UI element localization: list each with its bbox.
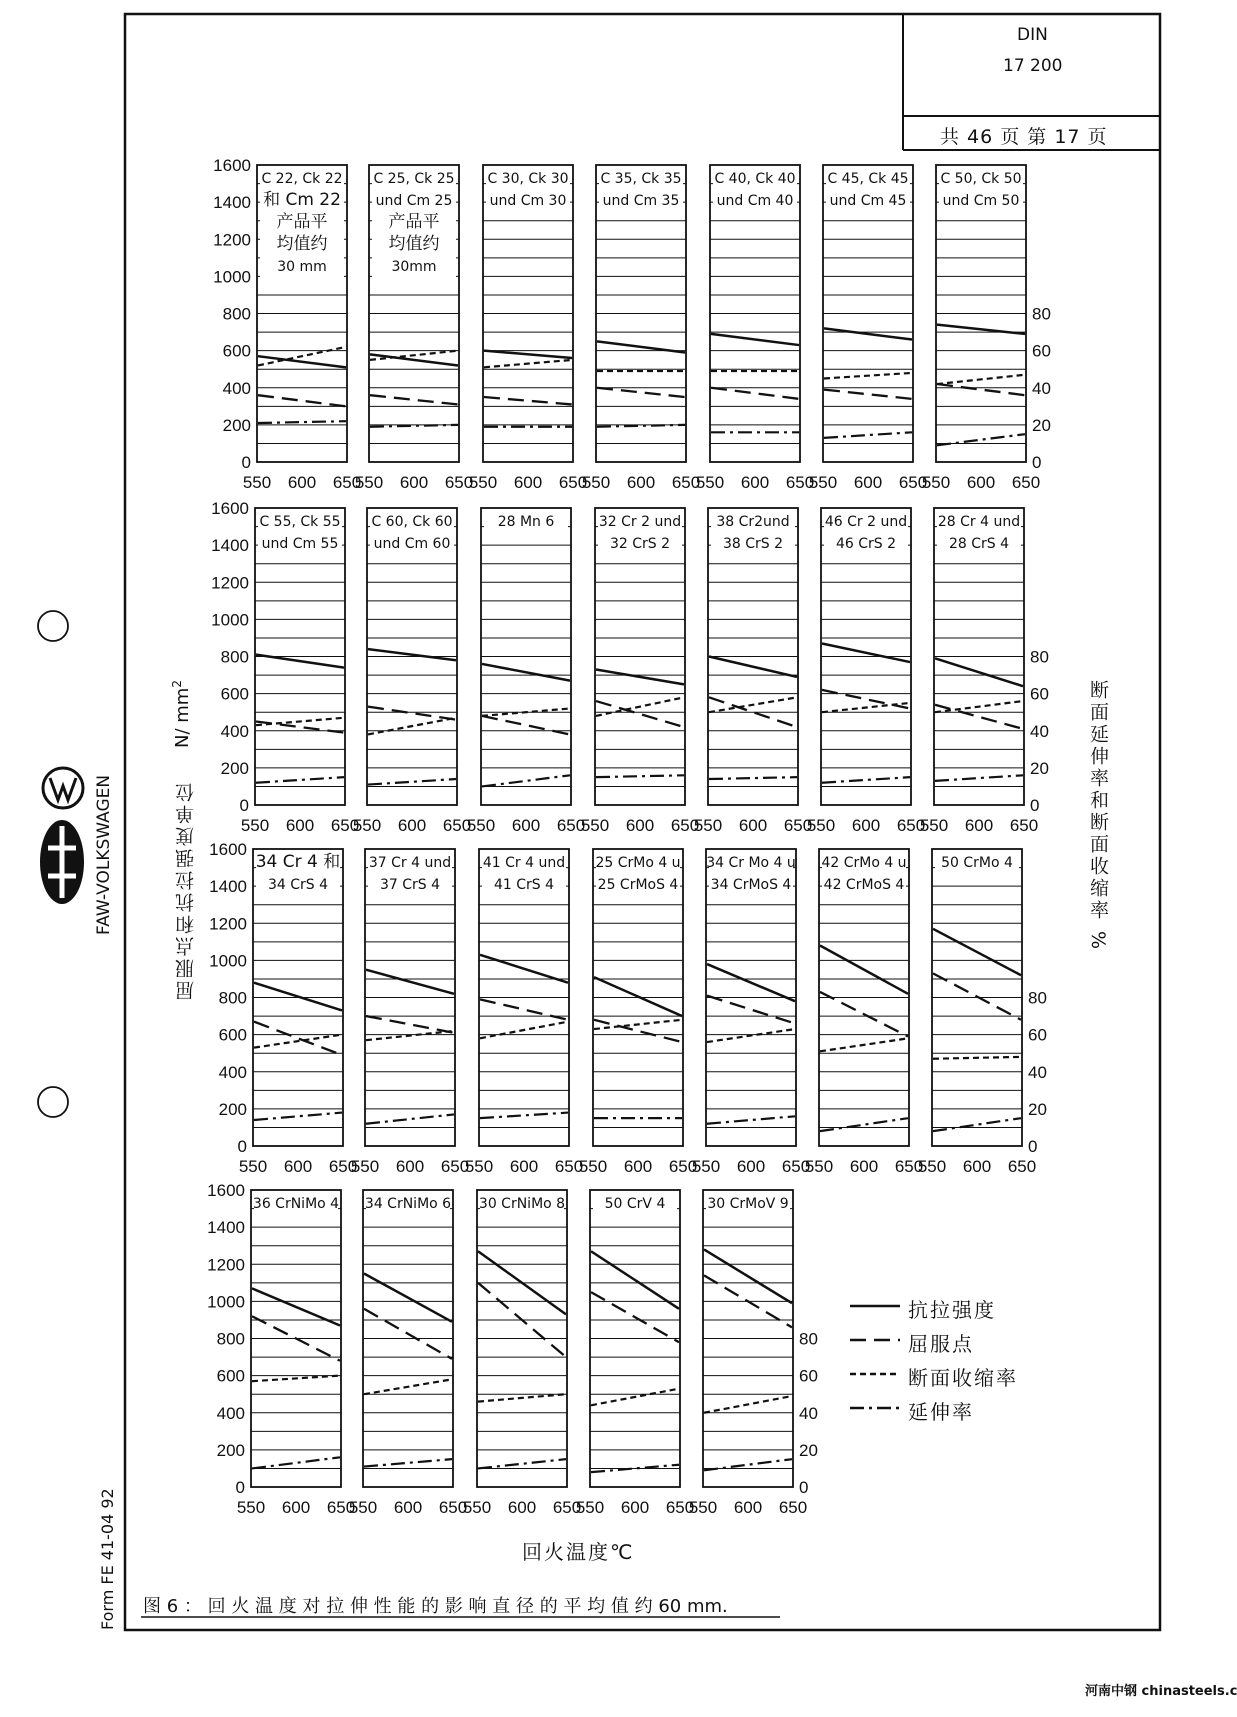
y-tick-label: 800 — [220, 647, 249, 667]
panel-label: 34 Cr Mo 4 u — [706, 855, 796, 871]
x-tick-label: 550 — [693, 816, 723, 835]
chart-panel — [243, 165, 361, 492]
x-tick-label: 600 — [399, 473, 429, 492]
legend-item-yield — [850, 1326, 1070, 1356]
x-tick-label: 550 — [804, 1157, 834, 1176]
y-tick-label: 1200 — [209, 914, 247, 934]
x-tick-label: 650 — [438, 1498, 468, 1517]
x-tick-label: 600 — [964, 816, 994, 835]
x-tick-label: 550 — [581, 473, 611, 492]
chart-panel — [807, 508, 925, 835]
chart-panel — [237, 1190, 355, 1517]
chart-panel — [463, 1190, 581, 1517]
chart-panel — [465, 849, 583, 1176]
panel-label: 30 CrMoV 9 — [707, 1196, 789, 1212]
x-tick-label: 600 — [853, 473, 883, 492]
x-tick-label: 550 — [919, 816, 949, 835]
x-tick-label: 600 — [623, 1157, 653, 1176]
panel-label: 38 Cr2und — [716, 514, 790, 530]
panel-label: 32 Cr 2 und — [598, 514, 682, 530]
y2-tick-label: 40 — [799, 1403, 818, 1423]
chart-panel — [353, 508, 471, 835]
y-tick-label: 1200 — [211, 573, 249, 593]
figure-caption: 图 6 ： 回 火 温 度 对 拉 伸 性 能 的 影 响 直 径 的 平 均 值 约 60 mm. — [143, 1596, 728, 1617]
panel-label: 30 mm — [277, 259, 327, 275]
x-tick-label: 600 — [511, 816, 541, 835]
chart-panel — [689, 1190, 807, 1517]
panel-label: 产品平 — [388, 212, 440, 232]
y-tick-label: 400 — [216, 1403, 245, 1423]
y2-tick-label: 60 — [799, 1366, 818, 1386]
x-tick-label: 650 — [442, 816, 472, 835]
x-tick-label: 550 — [242, 473, 272, 492]
panel-label: 30mm — [391, 259, 437, 275]
x-tick-label: 550 — [688, 1498, 718, 1517]
x-tick-label: 600 — [283, 1157, 313, 1176]
x-tick-label: 600 — [626, 473, 656, 492]
panel-label: 均值约 — [276, 234, 328, 254]
x-tick-label: 650 — [781, 1157, 811, 1176]
y-tick-label: 1400 — [213, 193, 251, 213]
y-tick-label: 1600 — [211, 499, 249, 518]
panel-label: 41 CrS 4 — [493, 877, 555, 893]
chart-panel — [467, 508, 585, 835]
punch-hole-top — [38, 611, 68, 641]
y-tick-label: 600 — [216, 1366, 245, 1386]
x-tick-label: 650 — [665, 1498, 695, 1517]
panel-label: 28 Mn 6 — [497, 514, 555, 530]
y-tick-label: 1600 — [207, 1181, 245, 1200]
panel-label: 34 CrS 4 — [267, 877, 329, 893]
y-tick-label: 1400 — [209, 877, 247, 897]
x-tick-label: 550 — [464, 1157, 494, 1176]
y-tick-label: 0 — [241, 453, 251, 472]
panel-label: 32 CrS 2 — [609, 536, 671, 552]
panel-label: und Cm 45 — [829, 193, 907, 209]
panel-label: 42 CrMo 4 u — [821, 855, 907, 871]
chart-panel — [576, 1190, 694, 1517]
x-tick-label: 650 — [785, 473, 815, 492]
y-tick-label: 1600 — [209, 840, 247, 859]
left-axis-unit: N/ $mm^2$ — [170, 680, 193, 748]
x-tick-label: 650 — [552, 1498, 582, 1517]
panel-label: C 40, Ck 40 — [714, 171, 796, 187]
y-tick-label: 800 — [222, 304, 251, 324]
x-tick-label: 550 — [808, 473, 838, 492]
x-tick-label: 600 — [507, 1498, 537, 1517]
x-tick-label: 550 — [236, 1498, 266, 1517]
y-tick-label: 1000 — [213, 267, 251, 287]
x-tick-label: 650 — [670, 816, 700, 835]
x-tick-label: 650 — [783, 816, 813, 835]
panel-label: 34 Cr 4 和 — [255, 852, 341, 872]
x-tick-label: 600 — [393, 1498, 423, 1517]
y2-tick-label: 80 — [1032, 304, 1051, 324]
panel-label: 36 CrNiMo 4 — [252, 1196, 340, 1212]
x-tick-label: 550 — [921, 473, 951, 492]
punch-hole-bottom — [38, 1087, 68, 1117]
chart-panel — [351, 849, 469, 1176]
x-tick-label: 600 — [395, 1157, 425, 1176]
x-tick-label: 600 — [740, 473, 770, 492]
panel-label: C 35, Ck 35 — [600, 171, 682, 187]
chart-panel — [582, 165, 700, 492]
y-tick-label: 1000 — [211, 610, 249, 630]
x-tick-label: 650 — [1011, 473, 1041, 492]
panel-label: und Cm 50 — [942, 193, 1020, 209]
x-tick-label: 600 — [851, 816, 881, 835]
panel-label: und Cm 60 — [373, 536, 451, 552]
panel-label: 28 CrS 4 — [948, 536, 1010, 552]
y-tick-label: 600 — [222, 341, 251, 361]
x-tick-label: 650 — [326, 1498, 356, 1517]
x-tick-label: 600 — [738, 816, 768, 835]
panel-label: 42 CrMoS 4 — [823, 877, 905, 893]
x-tick-label: 650 — [898, 473, 928, 492]
x-tick-label: 550 — [240, 816, 270, 835]
y2-tick-label: 0 — [1032, 453, 1042, 472]
panel-label: C 30, Ck 30 — [487, 171, 569, 187]
y-tick-label: 1400 — [207, 1218, 245, 1238]
x-tick-label: 650 — [671, 473, 701, 492]
x-tick-label: 650 — [896, 816, 926, 835]
chart-panel — [805, 849, 923, 1176]
x-tick-label: 550 — [695, 473, 725, 492]
y-tick-label: 1200 — [213, 230, 251, 250]
chart-panel — [809, 165, 927, 492]
faw-vw-logo — [40, 768, 84, 904]
y-tick-label: 600 — [218, 1025, 247, 1045]
panel-label: C 22, Ck 22 — [261, 171, 343, 187]
y-tick-label: 0 — [235, 1478, 245, 1497]
panel-label: 37 CrS 4 — [379, 877, 441, 893]
x-tick-label: 600 — [962, 1157, 992, 1176]
x-tick-label: 600 — [620, 1498, 650, 1517]
chart-panel — [692, 849, 810, 1176]
y2-tick-label: 0 — [799, 1478, 809, 1497]
x-tick-label: 650 — [1007, 1157, 1037, 1176]
x-tick-label: 550 — [575, 1498, 605, 1517]
page-count: 共 46 页 第 17 页 — [940, 126, 1108, 148]
chart-panel — [469, 165, 587, 492]
watermark: 河南中钢 chinasteels.c — [1085, 1684, 1237, 1699]
y2-tick-label: 40 — [1030, 721, 1049, 741]
panel-label: 和 Cm 22 — [263, 190, 341, 210]
panel-label: und Cm 25 — [375, 193, 453, 209]
y-tick-label: 0 — [239, 796, 249, 815]
y2-tick-label: 40 — [1032, 378, 1051, 398]
x-tick-label: 650 — [778, 1498, 808, 1517]
panel-label: C 55, Ck 55 — [259, 514, 341, 530]
x-tick-label: 650 — [668, 1157, 698, 1176]
x-tick-label: 650 — [556, 816, 586, 835]
panel-label: und Cm 55 — [261, 536, 339, 552]
x-tick-label: 550 — [578, 1157, 608, 1176]
x-tick-label: 550 — [580, 816, 610, 835]
panel-label: 46 Cr 2 und — [824, 514, 908, 530]
y-tick-label: 400 — [220, 721, 249, 741]
panel-label: 25 CrMoS 4 — [597, 877, 679, 893]
legend-label-elongation: 延伸率 — [908, 1400, 974, 1424]
chart-panel — [239, 849, 357, 1176]
y2-tick-label: 60 — [1030, 684, 1049, 704]
x-tick-label: 600 — [397, 816, 427, 835]
y2-tick-label: 20 — [1032, 415, 1051, 435]
x-tick-label: 650 — [894, 1157, 924, 1176]
y-tick-label: 200 — [222, 415, 251, 435]
y2-tick-label: 80 — [1030, 647, 1049, 667]
x-tick-label: 550 — [350, 1157, 380, 1176]
y-tick-label: 200 — [216, 1440, 245, 1460]
chart-panel — [696, 165, 814, 492]
x-axis-label: 回火温度℃ — [522, 1540, 635, 1564]
y2-tick-label: 20 — [1028, 1099, 1047, 1119]
x-tick-label: 600 — [849, 1157, 879, 1176]
y2-tick-label: 20 — [799, 1440, 818, 1460]
x-tick-label: 650 — [554, 1157, 584, 1176]
form-number: Form FE 41-04 92 — [98, 1488, 117, 1630]
y-tick-label: 1200 — [207, 1255, 245, 1275]
chart-panel — [918, 849, 1036, 1176]
standard-number: 17 200 — [1003, 56, 1063, 76]
y-tick-label: 600 — [220, 684, 249, 704]
panel-label: 30 CrNiMo 8 — [478, 1196, 566, 1212]
y2-tick-label: 80 — [799, 1329, 818, 1349]
y-tick-label: 400 — [218, 1062, 247, 1082]
right-axis-label: 断面延伸率和断面收缩率 % — [1087, 680, 1109, 953]
legend-item-reduction — [850, 1360, 1070, 1390]
y2-tick-label: 0 — [1030, 796, 1040, 815]
panel-label: C 60, Ck 60 — [371, 514, 453, 530]
panel-label: C 50, Ck 50 — [940, 171, 1022, 187]
legend-label-yield: 屈服点 — [908, 1332, 974, 1356]
panel-label: 50 CrV 4 — [604, 1196, 666, 1212]
x-tick-label: 550 — [468, 473, 498, 492]
panel-label: 38 CrS 2 — [722, 536, 784, 552]
legend-label-reduction: 断面收缩率 — [908, 1366, 1018, 1390]
panel-label: 46 CrS 2 — [835, 536, 897, 552]
x-tick-label: 650 — [328, 1157, 358, 1176]
x-tick-label: 600 — [966, 473, 996, 492]
x-tick-label: 550 — [238, 1157, 268, 1176]
x-tick-label: 650 — [330, 816, 360, 835]
y-tick-label: 1400 — [211, 536, 249, 556]
panel-label: 产品平 — [276, 212, 328, 232]
x-tick-label: 550 — [462, 1498, 492, 1517]
legend-label-tensile: 抗拉强度 — [908, 1298, 996, 1322]
chart-panel — [241, 508, 359, 835]
panel-label: C 45, Ck 45 — [827, 171, 909, 187]
chart-panel — [920, 508, 1038, 835]
panel-label: 均值约 — [388, 234, 440, 254]
panel-label: und Cm 30 — [489, 193, 567, 209]
y-tick-label: 1000 — [209, 951, 247, 971]
chart-panel — [349, 1190, 467, 1517]
x-tick-label: 600 — [733, 1498, 763, 1517]
chart-panel — [579, 849, 697, 1176]
y-tick-label: 200 — [218, 1099, 247, 1119]
x-tick-label: 550 — [354, 473, 384, 492]
legend-item-elongation — [850, 1394, 1070, 1424]
x-tick-label: 600 — [736, 1157, 766, 1176]
panel-label: 37 Cr 4 und — [368, 855, 452, 871]
x-tick-label: 550 — [352, 816, 382, 835]
y-tick-label: 1600 — [213, 156, 251, 175]
panel-label: und Cm 35 — [602, 193, 680, 209]
panel-label: 34 CrMoS 4 — [710, 877, 792, 893]
panel-label: 28 Cr 4 und — [937, 514, 1021, 530]
legend — [850, 1292, 1080, 1422]
y2-tick-label: 60 — [1028, 1025, 1047, 1045]
chart-panel — [694, 508, 812, 835]
panel-label: 41 Cr 4 und — [482, 855, 566, 871]
y2-tick-label: 60 — [1032, 341, 1051, 361]
x-tick-label: 650 — [332, 473, 362, 492]
legend-item-tensile — [850, 1292, 1070, 1322]
y-tick-label: 800 — [216, 1329, 245, 1349]
x-tick-label: 600 — [287, 473, 317, 492]
panel-label: 34 CrNiMo 6 — [364, 1196, 452, 1212]
y2-tick-label: 80 — [1028, 988, 1047, 1008]
y2-tick-label: 40 — [1028, 1062, 1047, 1082]
x-tick-label: 600 — [509, 1157, 539, 1176]
panel-label: und Cm 40 — [716, 193, 794, 209]
y-tick-label: 1000 — [207, 1292, 245, 1312]
x-tick-label: 550 — [466, 816, 496, 835]
brand-text: FAW-VOLKSWAGEN — [94, 774, 114, 935]
x-tick-label: 600 — [281, 1498, 311, 1517]
left-axis-label: 屈服点和抗拉强度单位 — [175, 780, 197, 1000]
x-tick-label: 650 — [1009, 816, 1039, 835]
chart-panel — [922, 165, 1040, 492]
x-tick-label: 600 — [625, 816, 655, 835]
chart-panel — [581, 508, 699, 835]
din-label: DIN — [1017, 25, 1048, 45]
y-tick-label: 800 — [218, 988, 247, 1008]
panel-label: 50 CrMo 4 — [941, 855, 1013, 871]
y2-tick-label: 0 — [1028, 1137, 1038, 1156]
y-tick-label: 0 — [237, 1137, 247, 1156]
x-tick-label: 600 — [513, 473, 543, 492]
x-tick-label: 550 — [691, 1157, 721, 1176]
y-tick-label: 400 — [222, 378, 251, 398]
chart-panel — [355, 165, 473, 492]
x-tick-label: 550 — [806, 816, 836, 835]
x-tick-label: 650 — [440, 1157, 470, 1176]
x-tick-label: 650 — [444, 473, 474, 492]
panel-label: 25 CrMo 4 u — [595, 855, 681, 871]
y2-tick-label: 20 — [1030, 758, 1049, 778]
x-tick-label: 650 — [558, 473, 588, 492]
x-tick-label: 550 — [348, 1498, 378, 1517]
x-tick-label: 550 — [917, 1157, 947, 1176]
y-tick-label: 200 — [220, 758, 249, 778]
panel-label: C 25, Ck 25 — [373, 171, 455, 187]
x-tick-label: 600 — [285, 816, 315, 835]
